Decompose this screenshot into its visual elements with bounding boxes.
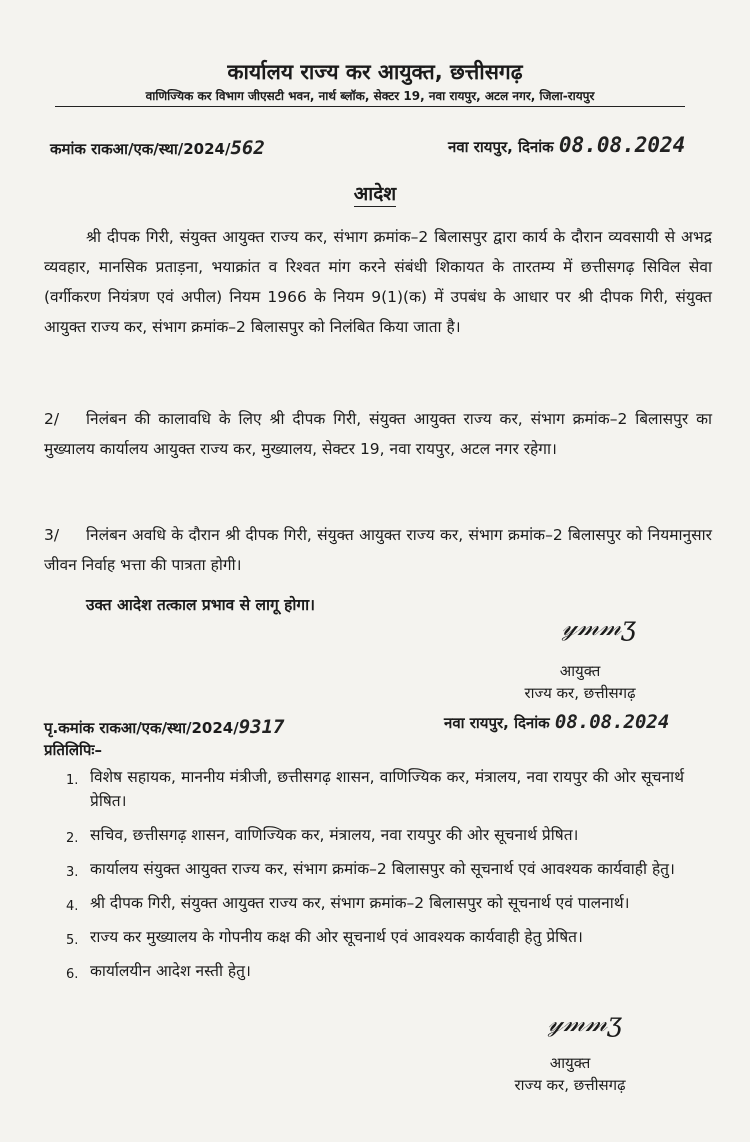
endorsement-number-prefix: पृ.कमांक राकआ/एक/स्था/2024/: [44, 719, 239, 737]
endorsement-place-date: [444, 711, 669, 733]
order-paragraph-3: 3/ निलंबन अवधि के दौरान श्री दीपक गिरी, संयुक्त आयुक्त राज्य कर, संभाग क्रमांक–2 बिलासपुर को नियमानुसार जीवन निर्वाह भत्ता की पात्रता होगी।: [44, 520, 712, 580]
order-number-prefix: कमांक राकआ/एक/स्था/2024/: [50, 140, 231, 158]
order-place-date: [448, 133, 685, 157]
signature-1-designation: आयुक्त: [559, 662, 601, 680]
copy-to-list: [44, 765, 684, 993]
paragraph-2-number: 2/: [44, 410, 60, 428]
list-item: 6. कार्यालयीन आदेश नस्ती हेतु।: [66, 962, 251, 982]
list-item: 2. सचिव, छत्तीसगढ़ शासन, वाणिज्यिक कर, मंत्रालय, नवा रायपुर की ओर सूचनार्थ प्रेषित।: [66, 826, 579, 846]
order-paragraph-2: 2/ निलंबन की कालावधि के लिए श्री दीपक गिरी, संयुक्त आयुक्त राज्य कर, संभाग क्रमांक–2 बिलासपुर का मुख्यालय कार्यालय आयुक्त राज्य कर, मुख्यालय, सेक्टर 19, नवा रायपुर, अटल नगर रहेगा।: [44, 404, 712, 464]
office-address: वाणिज्यिक कर विभाग जीएसटी भवन, नार्थ ब्लॉक, सेक्टर 19, नवा रायपुर, अटल नगर, जिला-रायपुर: [55, 87, 685, 107]
signature-mark-1: 𝓎𝓂𝓂ʒ: [562, 612, 636, 642]
signature-2-designation: आयुक्त: [549, 1054, 591, 1072]
signature-block-1: [470, 660, 690, 704]
signature-block-2: [470, 1052, 670, 1096]
list-item: 4. श्री दीपक गिरी, संयुक्त आयुक्त राज्य कर, संभाग क्रमांक–2 बिलासपुर को सूचनार्थ एवं पालनार्थ।: [66, 894, 630, 914]
signature-mark-2: 𝓎𝓂𝓂ʒ: [548, 1008, 622, 1038]
paragraph-3-number: 3/: [44, 526, 60, 544]
order-number: [50, 137, 265, 159]
list-item: 1. विशेष सहायक, माननीय मंत्रीजी, छत्तीसगढ़ शासन, वाणिज्यिक कर, मंत्रालय, नवा रायपुर की ओर सूचनार्थ प्रेषित।: [66, 768, 684, 810]
list-item: 3. कार्यालय संयुक्त आयुक्त राज्य कर, संभाग क्रमांक–2 बिलासपुर को सूचनार्थ एवं आवश्यक कार्यवाही हेतु।: [66, 860, 675, 880]
endorsement-place-date-prefix: नवा रायपुर, दिनांक: [444, 714, 550, 732]
signature-1-office: राज्य कर, छत्तीसगढ़: [524, 684, 636, 702]
list-item: 5. राज्य कर मुख्यालय के गोपनीय कक्ष की ओर सूचनार्थ एवं आवश्यक कार्यवाही हेतु प्रेषित।: [66, 928, 583, 948]
order-paragraph-1: श्री दीपक गिरी, संयुक्त आयुक्त राज्य कर, संभाग क्रमांक–2 बिलासपुर द्वारा कार्य के दौरान व्यवसायी से अभद्र व्यवहार, मानसिक प्रताड़ना, भयाक्रांत व रिश्वत मांग करने संबंधी शिकायत के तारतम्य में छत्तीसगढ़ सिविल सेवा (वर्गीकरण नियंत्रण एवं अपील) नियम 1966 के नियम 9(1)(क) में उपबंध के आधार पर श्री दीपक गिरी, संयुक्त आयुक्त राज्य कर, संभाग क्रमांक–2 बिलासपुर को निलंबित किया जाता है।: [44, 228, 712, 336]
order-place-date-prefix: नवा रायपुर, दिनांक: [448, 138, 554, 156]
endorsement-number: [44, 716, 284, 738]
order-number-handwritten: 562: [230, 137, 265, 159]
order-heading: आदेश: [353, 183, 397, 205]
endorsement-date-handwritten: 08.08.2024: [554, 711, 670, 733]
order-date-handwritten: 08.08.2024: [558, 133, 686, 157]
signature-2-office: राज्य कर, छत्तीसगढ़: [514, 1076, 626, 1094]
copy-to-label: प्रतिलिपिः–: [44, 741, 102, 759]
office-title: कार्यालय राज्य कर आयुक्त, छत्तीसगढ़: [227, 60, 523, 84]
order-closing: उक्त आदेश तत्काल प्रभाव से लागू होगा।: [86, 596, 316, 614]
endorsement-number-handwritten: 9317: [238, 716, 285, 738]
